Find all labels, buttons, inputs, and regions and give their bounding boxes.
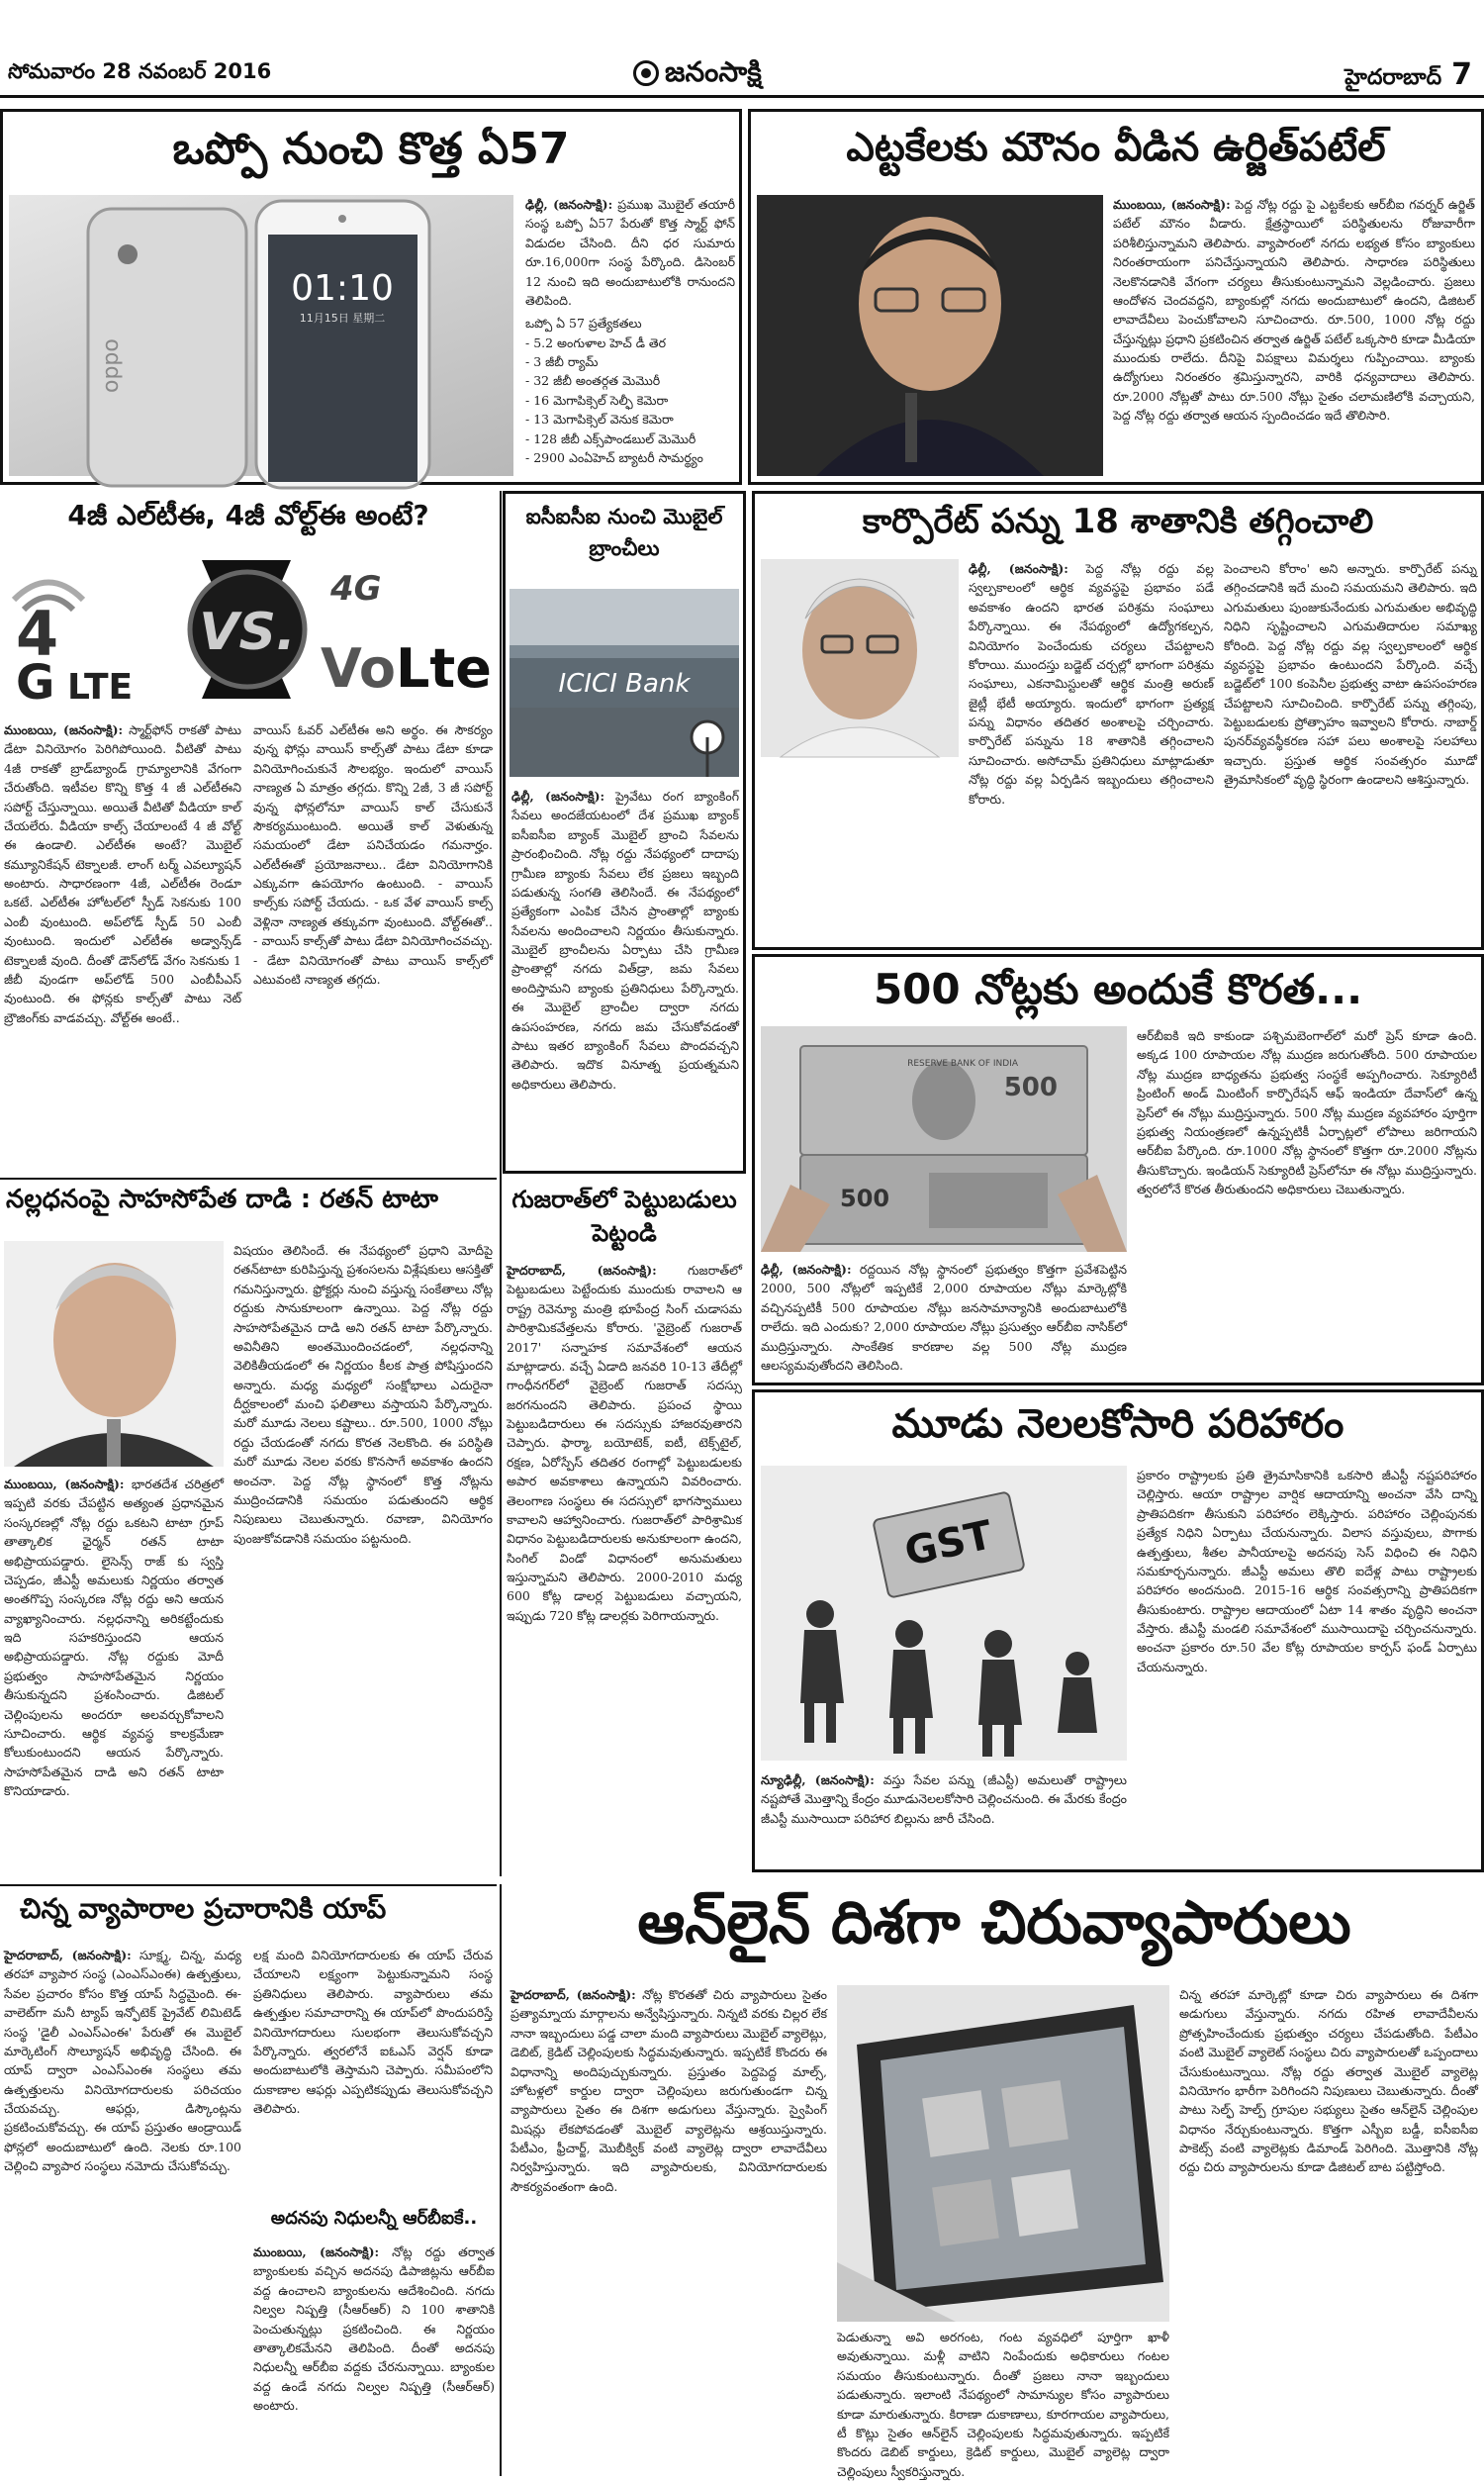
volte-text-2: వాయిస్ ఓవర్ ఎల్‌టీఈ అని అర్థం. ఈ సౌకర్యం వున్న ఫోన్లు వాయిస్ కాల్స్‌తో పాటు డేటా కూడా వినియోగించుకునే సౌలభ్యం. ఇందులో వాయిస్ నాణ్యత ఏ మాత్రం తగ్గదు. కొన్ని 2జీ, 3 జీ సపోర్ట్ వున్న ఫోన్లలోనూ వాయిస్ కాల్ చేసుకునే సౌకర్యముంటుంది. అయితే కాల్ వెళుతున్న సమయంలో డేటా పనిచేయడం గమనార్హం. ఎల్‌టీఈతో ప్రయోజనాలు.. డేటా వినియోగానికి ఎక్కువగా ఉపయోగం ఉంటుంది. - వాయిస్ కాల్స్‌కు సపోర్ట్ చేయదు. - ఒక వేళ వాయిస్ కాల్స్ వెళ్లినా నాణ్యత తక్కువగా వుంటుంది. వోల్ట్ఈతో.. - వాయిస్ కాల్స్‌తో పాటు డేటా వినియోగించవచ్చు. - డేటా వినియోగంతో పాటు వాయిస్ కాల్స్‌లో ఎటువంటి నాణ్యత తగ్గదు.: [253, 722, 493, 987]
volte-vo-mark: Vo: [321, 637, 396, 700]
app-dateline: హైదరాబాద్, (జనంసాక్షి):: [4, 1948, 132, 1962]
tata-body-col2: [233, 1241, 493, 1870]
online-text-1: నోట్ల కొరతతో చిరు వ్యాపారులు సైతం ప్రత్యామ్నాయ మార్గాలను అన్వేషిస్తున్నారు. నిన్నటి వరకు చిల్లర లేక నానా ఇబ్బందులు పడ్డ చాలా మంది వ్యాపారులు మొబైల్ వ్యాలెట్లు, డెబిట్, క్రెడిట్ చెల్లింపులకు సిద్ధమవుతున్నారు. ఇప్పటికే కొందరు ఈ విధానాన్ని అందిపుచ్చుకున్నారు. ప్రస్తుతం పెద్దపెద్ద మాల్స్, హోటళ్లలో కార్డుల ద్వారా చెల్లింపులు జరుగుతుండగా చిన్న వ్యాపారులు సైతం ఈ దిశగా అడుగులు వేస్తున్నారు. స్వైపింగ్ మిషన్లు లేకపోవడంతో మొబైల్ వ్యాలెట్లను ఆశ్రయిస్తున్నారు. పేటీఎం, ఫ్రీచార్జ్, మొబీక్విక్ వంటి వ్యాలెట్ల ద్వారా లావాదేవీలు నిర్వహిస్తున్నారు. ఇది వ్యాపారులకు, వినియోగదారులకు సౌకర్యవంతంగా ఉంది.: [510, 1987, 828, 2194]
online-text-2: పెడుతున్నా అవి అరగంట, గంట వ్యవధిలో పూర్తిగా ఖాళీ అవుతున్నాయి. మళ్లీ వాటిని నింపేందుకు అధికారులు గంటల సమయం తీసుకుంటున్నారు. దీంతో ప్రజలు నానా ఇబ్బందులు పడుతున్నారు. ఇలాంటి నేపథ్యంలో సామాన్యుల కోసం వ్యాపారులు కూడా మారుతున్నారు. కిరాణా దుకాణాలు, కూరగాయల వ్యాపారులు, టీ కొట్లు సైతం ఆన్‌లైన్ చెల్లింపులకు సిద్ధమవుతున్నారు. ఇప్పటికే కొందరు డెబిట్ కార్డులు, క్రెడిట్ కార్డులు, మొబైల్ వ్యాలెట్ల ద్వారా చెల్లింపులు స్వీకరిస్తున్నారు.: [837, 2330, 1169, 2479]
lte-g-mark: G: [16, 655, 55, 711]
oppo-spec: - 16 మెగాపిక్సెల్ సెల్ఫీ కెమెరా: [525, 392, 669, 408]
urjit-photo: [757, 195, 1103, 476]
icici-body: [511, 787, 739, 1169]
tata-photo: [4, 1241, 224, 1467]
page-number: 7: [1451, 57, 1472, 92]
note-value-bottom: 500: [840, 1185, 890, 1212]
urjit-portrait-graphic: [757, 195, 1103, 476]
tata-body-col1: [4, 1475, 224, 1870]
gst-text-1: వస్తు సేవల పన్ను (జీఎస్టీ) అమలుతో రాష్ట్రాలు నష్టపోతే మొత్తాన్ని కేంద్రం మూడునెలలకోసారి చెల్లించనుంది. ఈ మేరకు కేంద్రం జీఎస్టీ ముసాయిదా పరిహార బిల్లును జారీ చేసింది.: [761, 1772, 1127, 1826]
corp-headline: కార్పొరేట్ పన్ను 18 శాతానికి తగ్గించాలి: [862, 502, 1374, 541]
tata-dateline: ముంబయి, (జనంసాక్షి):: [4, 1477, 125, 1491]
volte-lte-mark: Lte: [396, 637, 492, 700]
gst-dateline: న్యూఢిల్లీ, (జనంసాక్షి):: [761, 1772, 875, 1787]
paper-title: జనంసాక్షి: [665, 55, 762, 88]
article-rbi: [251, 2209, 497, 2476]
gst-text-2: ప్రకారం రాష్ట్రాలకు ప్రతి త్రైమాసికానికి ఒకసారి జీఎస్టీ నష్టపరిహారం చెల్లిస్తారు. ఆయా రాష్ట్రాల వార్షిక ఆదాయాన్ని అంచనా వేసి దాన్ని ప్రాతిపదికగా తీసుకుని పరిహారం లెక్కిస్తారు. పరిహారం చెల్లింపునకు ప్రత్యేక నిధిని ఏర్పాటు చేయనున్నారు. విలాస వస్తువులు, పొగాకు ఉత్పత్తులు, శీతల పానీయాలపై అదనపు సెస్ విధించి ఈ నిధిని సమకూర్చనున్నారు. జీఎస్టీ అమలు తొలి ఐదేళ్ల పాటు రాష్ట్రాలకు పరిహారం అందనుంది. 2015-16 ఆర్థిక సంవత్సరాన్ని ప్రాతిపదికగా తీసుకుంటారు. రాష్ట్రాల ఆదాయంలో ఏటా 14 శాతం వృద్ధిని అంచనా వేస్తారు. జీఎస్టీ మండలి సమావేశంలో ముసాయిదాపై చర్చించనున్నారు. అంచనా ప్రకారం రూ.50 వేల కోట్ల రూపాయల కార్పస్ ఫండ్ ఏర్పాటు చేయనున్నారు.: [1137, 1468, 1477, 1674]
note-bank-text: RESERVE BANK OF INDIA: [907, 1059, 1018, 1069]
online-dateline: హైదరాబాద్, (జనంసాక్షి):: [510, 1987, 636, 2002]
gujarat-dateline: హైదరాబాద్, (జనంసాక్షి):: [507, 1263, 657, 1278]
issue-date: సోమవారం 28 నవంబర్ 2016: [8, 59, 272, 83]
notes500-graphic: [761, 1026, 1127, 1252]
tata-text-2: విషయం తెలిసిందే. ఈ నేపథ్యంలో ప్రధాని మోదీపై రతన్‌టాటా కురిపిస్తున్న ప్రశంసలను విశ్లేషకులు ఆసక్తితో గమనిస్తున్నారు. ఫ్రోక్టర్లు నుంచి వస్తున్న సంకేతాలు నోట్ల రద్దుకు సానుకూలంగా ఉన్నాయి. పెద్ద నోట్ల రద్దు సాహసోపేతమైన దాడి అని రతన్ టాటా పేర్కొన్నారు. అవినీతిని అంతమొందించడంలో, నల్లధనాన్ని వెలికితీయడంలో ఈ నిర్ణయం కీలక పాత్ర పోషిస్తుందని అన్నారు. మధ్య మధ్యలో సంక్షోభాలు ఎదురైనా దీర్ఘకాలంలో మంచి ఫలితాలు వస్తాయని పేర్కొన్నారు. మరో మూడు నెలలు కష్టాలు.. రూ.500, 1000 నోట్లు రద్దు చేయడంతో నగదు కొరత నెలకొంది. ఈ పరిస్థితి మరో మూడు నెలల వరకు కొనసాగే అవకాశం ఉందని అంచనా. పెద్ద నోట్ల స్థానంలో కొత్త నోట్లను ముద్రించడానికి సమయం పడుతుందని ఆర్థిక నిపుణులు చెబుతున్నారు. రవాణా, వినియోగం పుంజుకోవడానికి సమయం పట్టనుంది.: [233, 1243, 493, 1546]
volte-body-col1: [4, 720, 241, 1168]
paper-logo-icon: [633, 60, 659, 86]
urjit-headline: ఎట్టకేలకు మౌనం వీడిన ఉర్జిత్‌పటేల్: [846, 125, 1386, 170]
oppo-spec: - 3 జీబీ ర్యామ్: [525, 354, 599, 369]
icici-headline: ఐసీఐసీఐ నుంచి మొబైల్ బ్రాంచీలు: [525, 505, 723, 560]
online-body-col2: [837, 2328, 1169, 2479]
urjit-text: పెద్ద నోట్ల రద్దు పై ఎట్టకేలకు ఆర్‌బీఐ గవర్నర్ ఉర్జిత్ పటేల్ మౌనం వీడారు. క్షేత్రస్థాయిలో పరిస్థితులను రోజువారీగా పరిశీలిస్తున్నామని తెలిపారు. వ్యాపారంలో నగదు లభ్యత కోసం బ్యాంకులు నిరంతరాయంగా పనిచేస్తున్నాయని తెలిపారు. సాధారణ పరిస్థితులు నెలకొనడానికి వేగంగా చర్యలు తీసుకుంటున్నామని వెల్లడించారు. ప్రజలు ఆందోళన చెందవద్దని, బ్యాంకుల్లో నగదు అందుబాటులో ఉందని, డిజిటల్ లావాదేవీలు పెంచుకోవాలని సూచించారు. రూ.500, 1000 నోట్ల రద్దు చేస్తున్నట్లు ప్రధాని ప్రకటించిన తర్వాత ఉర్జిత్ పటేల్ ఒక్కసారి కూడా మీడియా ముందుకు రాలేదు. దీనిపై విపక్షాలు విమర్శలు గుప్పించాయి. బ్యాంకు ఉద్యోగులు నిరంతరం శ్రమిస్తున్నారని, వారికి ధన్యవాదాలు తెలిపారు. రూ.2000 నోట్లతో పాటు రూ.500 నోట్లు సైతం చలామణిలోకి వచ్చాయని, పెద్ద నోట్ల రద్దు తర్వాత ఆయన స్పందించడం ఇదే తొలిసారి.: [1113, 197, 1475, 424]
app-text-2: లక్ష మంది వినియోగదారులకు ఈ యాప్ చేరువ చేయాలని లక్ష్యంగా పెట్టుకున్నామని సంస్థ ప్రతినిధులు తెలిపారు. వ్యాపారులు తమ ఉత్పత్తుల సమాచారాన్ని ఈ యాప్‌లో పొందుపరిస్తే వినియోగదారులు సులభంగా తెలుసుకోవచ్చని పేర్కొన్నారు. త్వరలోనే ఐఓఎస్ వెర్షన్ కూడా అందుబాటులోకి తెస్తామని చెప్పారు. సమీపంలోని దుకాణాల ఆఫర్లు ఎప్పటికప్పుడు తెలుసుకోవచ్చని తెలిపారు.: [253, 1948, 493, 2116]
icici-dateline: ఢిల్లీ, (జనంసాక్షి):: [511, 789, 605, 804]
volte-text-1: స్మార్ట్‌ఫోన్ రాకతో పాటు డేటా వినియోగం పెరిగిపోయింది. వీటితో పాటు 4జీ రాకతో బ్రాడ్‌బ్యాండ్ గ్రామ్యాలానికి వేగంగా చేరుతోంది. ఇటీవల కొన్ని కొత్త 4 జీ ఎల్‌టీఈని సపోర్ట్ చేస్తున్నాయి. అయితే వీటితో వీడియా కాల్ చేయలేరు. వీడియా కాల్స్ చేయాలంటే 4 జీ వోల్ట్ ఈ ఉండాలి. ఎల్‌టీఈ అంటే? మొబైల్ కమ్యూనికేషన్ టెక్నాలజీ. లాంగ్ టర్మ్ ఎవల్యూషన్ అంటారు. సాధారణంగా 4జీ, ఎల్‌టీఈ రెండూ ఒకటే. ఎల్‌టీఈ హోటల్‌లో స్పీడ్ సెకనుకు 100 ఎంబీ వుంటుంది. అప్‌లోడ్ స్పీడ్ 50 ఎంబీ వుంటుంది. ఇందులో ఎల్‌టీఈ అడ్వాన్స్‌డ్ టెక్నాలజీ వుంది. దీంతో డౌన్‌లోడ్ వేగం సెకనుకు 1 జీబీ వుండగా అప్‌లోడ్ 500 ఎంబీపీఎస్ వుంటుంది. ఈ ఫోన్లకు కాల్స్‌తో పాటు నెట్ బ్రౌజింగ్‌కు వాడవచ్చు. వోల్ట్ఈ అంటే..: [4, 722, 241, 1025]
vs-mark: VS.: [199, 603, 296, 662]
tata-text-1: భారతదేశ చరిత్రలో ఇప్పటి వరకు చేపట్టిన అత్యంత ప్రధానమైన సంస్కరణల్లో నోట్ల రద్దు ఒకటని టాటా గ్రూప్ తాత్కాలిక ఛైర్మన్ రతన్ టాటా అభిప్రాయపడ్డారు. లైసెన్స్ రాజ్ కు స్వస్తి చెప్పడం, జీఎస్టీ అమలుకు నిర్ణయం తర్వాత అంతగొప్ప సంస్కరణ నోట్ల రద్దు అని ఆయన వ్యాఖ్యానించారు. నల్లధనాన్ని అరికట్టేందుకు ఇది సహకరిస్తుందని ఆయన అభిప్రాయపడ్డారు. నోట్ల రద్దుకు మోదీ ప్రభుత్వం సాహసోపేతమైన నిర్ణయం తీసుకున్నదని ప్రశంసించారు. డిజిటల్ చెల్లింపులను అందరూ అలవర్చుకోవాలని సూచించారు. ఆర్థిక వ్యవస్థ కాలక్రమేణా కోలుకుంటుందని ఆయన పేర్కొన్నారు. సాహసోపేతమైన దాడి అని రతన్ టాటా కొనియాడారు.: [4, 1477, 224, 1798]
oppo-headline: ఒప్పో నుంచి కొత్త ఏ57: [172, 124, 570, 174]
lte-4-mark: 4: [16, 598, 59, 670]
rbi-text: నోట్ల రద్దు తర్వాత బ్యాంకులకు వచ్చిన అదనపు డిపాజిట్లను ఆర్‌బీఐ వద్ద ఉంచాలని బ్యాంకులను ఆదేశించింది. నగదు నిల్వల నిష్పత్తి (సీఆర్‌ఆర్) ని 100 శాతానికి పెంచుతున్నట్లు ప్రకటించింది. ఈ నిర్ణయం తాత్కాలికమేనని తెలిపింది. దీంతో అదనపు నిధులన్నీ ఆర్‌బీఐ వద్దకు చేరనున్నాయి. బ్యాంకుల వద్ద ఉండే నగదు నిల్వల నిష్పత్తి (సీఆర్‌ఆర్) అంటారు.: [253, 2244, 495, 2413]
article-notes500: [752, 954, 1484, 1385]
corp-dateline: ఢిల్లీ, (జనంసాక్షి):: [969, 561, 1068, 576]
urjit-body: [1113, 195, 1475, 482]
column-rule: [500, 491, 502, 1876]
oppo-spec: - 128 జీబీ ఎక్స్‌పాండబుల్ మెమొరీ: [525, 430, 696, 446]
oppo-screen-date: 11月15日 星期二: [299, 312, 386, 325]
paper-name: [633, 55, 762, 95]
article-urjit: [748, 109, 1484, 485]
lte-vs-volte-graphic: [4, 550, 493, 709]
gujarat-headline: గుజరాత్‌లో పెట్టుబడులు పెట్టండి: [511, 1186, 737, 1247]
masthead: [0, 0, 1484, 103]
article-gujarat: [503, 1178, 746, 1876]
online-photo: [837, 1985, 1169, 2322]
urjit-dateline: ముంబయి, (జనంసాక్షి):: [1113, 197, 1231, 212]
gst-graphic: [761, 1466, 1127, 1761]
oppo-brand-mark: oppo: [99, 338, 124, 393]
notes500-photo: [761, 1026, 1127, 1252]
icici-branch-graphic: [510, 589, 739, 777]
volte-logo: [4, 550, 493, 709]
volte-dateline: ముంబయి, (జనంసాక్షి):: [4, 722, 124, 737]
corp-text-1: పెద్ద నోట్ల రద్దు వల్ల స్వల్పకాలంలో ఆర్థిక వ్యవస్థపై ప్రభావం పడే అవకాశం ఉందని భారత పరిశ్రమ సంఘాలు పేర్కొన్నాయి. ఈ నేపథ్యంలో ఉద్యోగకల్పన, వినియోగం పెంచేందుకు చర్యలు చేపట్టాలని కోరాయి. ముందస్తు బడ్జెట్ చర్చల్లో భాగంగా పరిశ్రమ సంఘాలు, ఎకనామిస్టులతో ఆర్థిక మంత్రి అరుణ్ జైట్లీ భేటీ అయ్యారు. ఇందులో భాగంగా ప్రత్యక్ష పన్ను విధానం తదితర అంశాలపై చర్చించారు. కార్పొరేట్ పన్నును 18 శాతానికి తగ్గించాలని సూచించారు. అసోచామ్ ప్రతినిధులు మాట్లాడుతూ నోట్ల రద్దు వల్ల ఏర్పడిన ఇబ్బందులు తగ్గించాలని కోరారు.: [969, 561, 1214, 807]
edition: [1345, 57, 1472, 95]
oppo-spec: - 2900 ఎంఏహెచ్ బ్యాటరీ సామర్థ్యం: [525, 449, 703, 465]
note-value-top: 500: [1003, 1073, 1058, 1102]
corp-body-col2: [1224, 559, 1477, 945]
app-top-rule: [0, 1884, 497, 1886]
volte-body-col2: [253, 720, 493, 1168]
article-icici: [503, 491, 746, 1174]
tata-portrait-graphic: [4, 1241, 224, 1467]
online-headline: ఆన్‌లైన్ దిశగా చిరువ్యాపారులు: [637, 1888, 1351, 1957]
gst-body-col2: [1137, 1466, 1477, 1869]
article-online: [505, 1876, 1484, 2479]
notes500-headline: 500 నోట్లకు అందుకే కొరత...: [873, 965, 1363, 1013]
tata-top-rule: [0, 1178, 497, 1180]
oppo-spec: - 13 మెగాపిక్సెల్ వెనుక కెమెరా: [525, 412, 674, 428]
notes500-body-col1: [761, 1260, 1127, 1383]
gujarat-body: [507, 1261, 742, 1870]
rbi-body: [253, 2242, 495, 2470]
oppo-specs-title: ఒప్పో ఏ 57 ప్రత్యేకతలు: [525, 316, 642, 332]
oppo-body: [525, 195, 735, 482]
online-text-3: చిన్న తరహా మార్కెట్లో కూడా చిరు వ్యాపారులు ఈ దిశగా అడుగులు వేస్తున్నారు. నగదు రహిత లావాదేవీలను ప్రోత్సహించేందుకు ప్రభుత్వం చర్యలు చేపడుతోంది. పేటీఎం వంటి మొబైల్ వ్యాలెట్ సంస్థలు చిరు వ్యాపారులతో ఒప్పందాలు చేసుకుంటున్నాయి. నోట్ల రద్దు తర్వాత మొబైల్ వ్యాలెట్ల వినియోగం భారీగా పెరిగిందని నిపుణులు చెబుతున్నారు. దీంతో పాటు సెల్ఫ్ హెల్ప్ గ్రూపుల సభ్యులు సైతం ఆన్‌లైన్ చెల్లింపుల విధానం నేర్చుకుంటున్నారు. కొత్తగా ఎస్బీఐ బడ్డీ, ఐసీఐసీఐ పాకెట్స్ వంటి వ్యాలెట్లకు డిమాండ్ పెరిగింది. మొత్తానికి నోట్ల రద్దు చిరు వ్యాపారులను కూడా డిజిటల్ బాట పట్టిస్తోంది.: [1179, 1987, 1478, 2175]
notes500-body-col2: [1137, 1026, 1477, 1383]
notes500-dateline: ఢిల్లీ, (జనంసాక్షి):: [761, 1262, 852, 1277]
corp-portrait-graphic: [761, 559, 959, 757]
oppo-specs: [525, 314, 735, 467]
corp-text-2: పెంచాలని కోరాం' అని అన్నారు. కార్పొరేట్ పన్ను తగ్గించడానికి ఇదే మంచి సమయమని తెలిపారు. ఇది ఎగుమతులు పుంజుకునేందుకు ఎగుమతుల అభివృద్ధి నిధిని సృష్టించాలని ఎగుమతిదారుల సమాఖ్య కోరింది. పెద్ద నోట్ల రద్దు వల్ల స్వల్పకాలంలో ఆర్థిక వ్యవస్థపై ప్రభావం ఉంటుందని పేర్కొంది. వచ్చే బడ్జెట్‌లో 100 కంపెనీల ప్రభుత్వ వాటా ఉపసంహరణ చేపట్టాలని సూచించింది. కార్పొరేట్ పన్ను తగ్గింపు, పెట్టుబడులకు ప్రోత్సాహం ఇవ్వాలని కోరారు. నాబార్డ్ పునర్‌వ్యవస్థీకరణ సహా పలు అంశాలపై సలహాలు ఇచ్చారు. ప్రస్తుత ఆర్థిక సంవత్సరం మూడో త్రైమాసికంలో వృద్ధి స్థిరంగా ఉండాలని ఆశిస్తున్నారు.: [1224, 561, 1477, 788]
article-gst: [752, 1389, 1484, 1872]
online-body-col1: [510, 1985, 827, 2470]
online-tablet-graphic: [837, 1985, 1169, 2322]
app-headline: చిన్న వ్యాపారాల ప్రచారానికి యాప్: [20, 1892, 387, 1925]
gst-photo: [761, 1466, 1127, 1761]
gst-headline: మూడు నెలలకోసారి పరిహారం: [891, 1401, 1345, 1447]
edition-city: హైదరాబాద్: [1345, 65, 1442, 90]
oppo-dateline: ఢిల్లీ, (జనంసాక్షి):: [525, 197, 613, 212]
app-text-1: సూక్ష్మ, చిన్న, మధ్య తరహా వ్యాపార సంస్థ (ఎంఎస్ఎంఈ) ఉత్పత్తులు, సేవల ప్రచారం కోసం కొత్త యాప్ సిద్ధమైంది. ఈ-వాలెట్‌గా మనీ ట్యాప్ ఇన్ఫోటెక్ ప్రైవేట్ లిమిటెడ్ సంస్థ 'డైలీ ఎంఎస్ఎంఈ' పేరుతో ఈ మొబైల్ మార్కెటింగ్ సొల్యూషన్ అభివృద్ధి చేసింది. ఈ యాప్ ద్వారా ఎంఎస్ఎంఈ సంస్థలు తమ ఉత్పత్తులను వినియోగదారులకు పరిచయం చేయవచ్చు. ఆఫర్లు, డిస్కౌంట్లను ప్రకటించుకోవచ్చు. ఈ యాప్ ప్రస్తుతం ఆండ్రాయిడ్ ఫోన్లలో అందుబాటులో ఉంది. నెలకు రూ.100 చెల్లించి వ్యాపార సంస్థలు నమోదు చేసుకోవచ్చు.: [4, 1948, 242, 2174]
oppo-spec: - 32 జీబీ అంతర్గత మెమొరీ: [525, 373, 661, 389]
column-rule-lower: [500, 1884, 502, 2476]
rbi-dateline: ముంబయి, (జనంసాక్షి):: [253, 2244, 380, 2259]
gst-sign-text: GST: [900, 1512, 997, 1575]
icici-text: ప్రైవేటు రంగ బ్యాంకింగ్ సేవలు అందజేయటంలో దేశ ప్రముఖ బ్యాంక్ ఐసీఐసీఐ బ్యాంక్ మొబైల్ బ్రాంచి సేవలను ప్రారంభించింది. నోట్ల రద్దు నేపథ్యంలో దాదాపు గ్రామీణ బ్యాంకు సేవలు లేక ప్రజలు ఇబ్బంది పడుతున్న సంగతి తెలిసిందే. ఈ నేపథ్యంలో ప్రత్యేకంగా ఎంపిక చేసిన ప్రాంతాల్లో బ్యాంకు సేవలను అందించాలని నిర్ణయం తీసుకున్నారు. మొబైల్ బ్రాంచీలను ఏర్పాటు చేసి గ్రామీణ ప్రాంతాల్లో నగదు విత్‌డ్రా, జమ సేవలు అందిస్తామని బ్యాంకు ప్రతినిధులు పేర్కొన్నారు. ఈ మొబైల్ బ్రాంచీల ద్వారా నగదు ఉపసంహరణ, నగదు జమ చేసుకోవడంతో పాటు ఇతర బ్యాంకింగ్ సేవలు పొందవచ్చని తెలిపారు. ఇదొక వినూత్న ప్రయత్నమని అధికారులు తెలిపారు.: [511, 789, 739, 1092]
app-body-col2: [253, 1946, 493, 2116]
corp-body-col1: [969, 559, 1214, 945]
article-tata: [0, 1178, 497, 1876]
article-volte: [0, 491, 497, 1174]
icici-sign-text: ICICI Bank: [558, 669, 691, 699]
article-corp: [752, 491, 1484, 950]
oppo-screen-time: 01:10: [291, 268, 394, 309]
gst-body-col1: [761, 1770, 1127, 1869]
oppo-photo: [9, 195, 513, 476]
oppo-phone-graphic: [9, 195, 513, 476]
lte-word-mark: LTE: [67, 667, 134, 708]
icici-photo: [510, 589, 739, 777]
corp-photo: [761, 559, 959, 757]
oppo-text: ప్రముఖ మొబైల్ తయారీ సంస్థ ఒప్పో ఏ57 పేరుతో కొత్త స్మార్ట్ ఫోన్ విడుదల చేసింది. దీని ధర సుమారు రూ.16,000గా సంస్థ పేర్కొంది. డిసెంబర్ 12 నుంచి ఇది అందుబాటులోకి రానుందని తెలిపింది.: [525, 197, 735, 308]
app-body-col1: [4, 1946, 241, 2296]
oppo-spec: - 5.2 అంగుళాల హెచ్ డీ తెర: [525, 334, 667, 350]
tata-headline: నల్లధనంపై సాహసోపేత దాడి : రతన్ టాటా: [6, 1185, 438, 1214]
volte-headline: 4జీ ఎల్‌టీఈ, 4జీ వోల్ట్ఈ అంటే?: [67, 499, 429, 531]
volte-4g-mark: 4G: [330, 569, 382, 609]
notes500-text-1: రద్దయిన నోట్ల స్థానంలో ప్రభుత్వం కొత్తగా ప్రవేశపెట్టిన 2000, 500 నోట్లలో ఇప్పటికే 2,000 రూపాయల నోట్లు మార్కెట్లోకి వచ్చినప్పటికీ 500 రూపాయల నోట్లు జనసామాన్యానికి అందుబాటులోకి రాలేదు. ఇది ఎందుకు? 2,000 రూపాయల నోట్లు ప్రసుత్వం ఆర్‌బీఐ నాసిక్‌లో ముద్రిస్తున్నారు. సాంకేతిక కారణాల వల్ల 500 నోట్ల ముద్రణ ఆలస్యమవుతోందని తెలిసింది.: [761, 1262, 1127, 1373]
online-body-col3: [1179, 1985, 1478, 2470]
notes500-text-2: ఆర్‌బీఐకి ఇది కాకుండా పశ్చిమబెంగాల్‌లో మరో ప్రెస్ కూడా ఉంది. అక్కడ 100 రూపాయల నోట్ల ముద్రణ జరుగుతోంది. 500 రూపాయల నోట్ల ముద్రణ బాధ్యతను ప్రభుత్వ సంస్థకే అప్పగించారు. సెక్యూరిటీ ప్రింటింగ్ అండ్ మింటింగ్ కార్పొరేషన్ ఆఫ్ ఇండియా దేవాస్‌లో ఉన్న ప్రెస్‌లో ఈ నోట్లు ముద్రిస్తున్నారు. 500 నోట్ల ముద్రణ వ్యవహారం పూర్తిగా ప్రభుత్వ నియంత్రణలో ఉన్నప్పటికీ ఏర్పాట్లలో లోపాలు జరిగాయని ఆర్‌బీఐ పేర్కొంది. రూ.1000 నోట్ల స్థానంలో కొత్తగా రూ.2000 నోట్లను తీసుకొచ్చారు. ఇండియన్ సెక్యూరిటీ ప్రెస్‌లోనూ ఈ నోట్లు ముద్రిస్తున్నారు. త్వరలోనే కొరత తీరుతుందని అధికారులు చెబుతున్నారు.: [1137, 1028, 1477, 1196]
article-oppo: [0, 109, 742, 485]
masthead-rule: [0, 95, 1484, 98]
rbi-headline: అదనపు నిధులన్నీ ఆర్‌బీఐకే..: [270, 2208, 478, 2229]
gujarat-text: గుజరాత్‌లో పెట్టుబడులు పెట్టేందుకు ముందుకు రావాలని ఆ రాష్ట్ర రెవెన్యూ మంత్రి భూపేంద్ర సింగ్ చుడాసమ పారిశ్రామికవేత్తలను కోరారు. 'వైబ్రెంట్ గుజరాత్ 2017' సన్నాహక సమావేశంలో ఆయన మాట్లాడారు. వచ్చే ఏడాది జనవరి 10-13 తేదీల్లో గాంధీనగర్‌లో వైబ్రెంట్ గుజరాత్ సదస్సు జరగనుందని తెలిపారు. ప్రపంచ స్థాయి పెట్టుబడిదారులు ఈ సదస్సుకు హాజరవుతారని చెప్పారు. ఫార్మా, బయోటెక్, ఐటీ, టెక్స్‌టైల్, రక్షణ, ఏరోస్పేస్ తదితర రంగాల్లో పెట్టుబడులకు అపార అవకాశాలు ఉన్నాయని వివరించారు. తెలంగాణ సంస్థలు ఈ సదస్సులో భాగస్వాములు కావాలని ఆహ్వానించారు. గుజరాత్‌లో పారిశ్రామిక విధానం పెట్టుబడిదారులకు అనుకూలంగా ఉందని, సింగిల్ విండో విధానంలో అనుమతులు ఇస్తున్నామని తెలిపారు. 2000-2010 మధ్య 600 కోట్ల డాలర్ల పెట్టుబడులు వచ్చాయని, ఇప్పుడు 720 కోట్ల డాలర్లకు పెరిగాయన్నారు.: [507, 1263, 742, 1623]
